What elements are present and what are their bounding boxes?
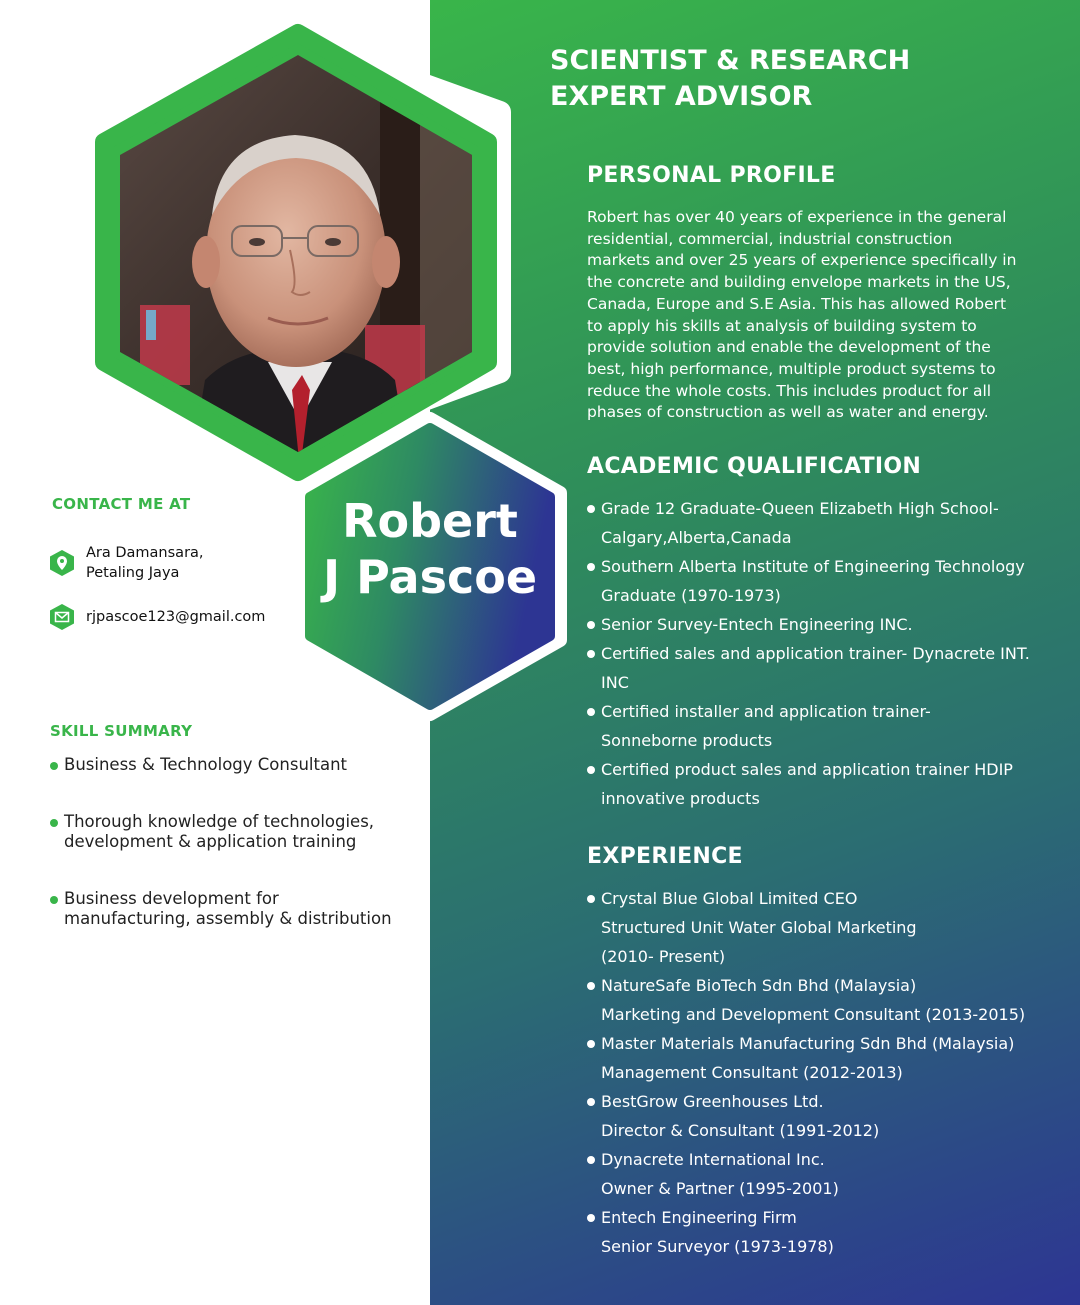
skill-line: manufacturing, assembly & distribution	[64, 909, 392, 928]
profile-line: Canada, Europe and S.E Asia. This has allowed Robert	[587, 294, 1007, 313]
envelope-icon	[49, 603, 75, 631]
skill-item	[49, 755, 419, 775]
bullet-icon	[587, 650, 595, 658]
experience-line: Crystal Blue Global Limited CEO	[601, 889, 858, 908]
experience-heading: EXPERIENCE	[587, 844, 743, 869]
job-headline	[550, 43, 910, 115]
academic-line: Calgary,Alberta,Canada	[601, 528, 792, 547]
profile-line: phases of construction as well as water and energy.	[587, 403, 989, 422]
academic-line: Certified sales and application trainer- Dynacrete INT.	[601, 644, 1030, 663]
contact-address	[49, 543, 204, 583]
academic-line: INC	[601, 673, 629, 692]
experience-item	[587, 1203, 1057, 1261]
profile-line: provide solution and enable the development of the	[587, 338, 991, 357]
headline-line2: EXPERT ADVISOR	[550, 81, 813, 112]
address-line2: Petaling Jaya	[86, 565, 180, 581]
bullet-icon	[587, 1040, 595, 1048]
profile-heading: PERSONAL PROFILE	[587, 163, 836, 188]
skill-line: Business & Technology Consultant	[64, 755, 348, 774]
experience-line: (2010- Present)	[601, 947, 726, 966]
bullet-icon	[587, 766, 595, 774]
experience-line: Director & Consultant (1991-2012)	[601, 1121, 880, 1140]
skill-line: Business development for	[64, 889, 279, 908]
experience-line: Dynacrete International Inc.	[601, 1150, 825, 1169]
profile-text	[587, 207, 1037, 424]
academic-line: innovative products	[601, 789, 760, 808]
profile-line: the concrete and building envelope markets in the US,	[587, 273, 1011, 292]
bullet-icon	[50, 819, 58, 827]
academic-line: Graduate (1970-1973)	[601, 586, 781, 605]
experience-line: Entech Engineering Firm	[601, 1208, 797, 1227]
skill-line: development & application training	[64, 832, 357, 851]
bullet-icon	[587, 1214, 595, 1222]
skill-line: Thorough knowledge of technologies,	[64, 812, 375, 831]
profile-line: best, high performance, multiple product systems to	[587, 359, 996, 378]
email-link[interactable]: rjpascoe123@gmail.com	[86, 609, 266, 625]
name-first: Robert	[342, 494, 518, 548]
academic-list	[587, 494, 1057, 813]
academic-item	[587, 755, 1057, 813]
bullet-icon	[587, 563, 595, 571]
experience-item	[587, 884, 1057, 971]
headline-line1: SCIENTIST & RESEARCH	[550, 45, 911, 76]
skill-item	[49, 812, 419, 852]
academic-line: Certified product sales and application trainer HDIP	[601, 760, 1013, 779]
bullet-icon	[587, 621, 595, 629]
academic-heading: ACADEMIC QUALIFICATION	[587, 454, 922, 479]
academic-item	[587, 610, 1057, 639]
academic-line: Grade 12 Graduate-Queen Elizabeth High School-	[601, 499, 999, 518]
experience-item	[587, 971, 1057, 1029]
experience-line: Management Consultant (2012-2013)	[601, 1063, 903, 1082]
academic-item	[587, 552, 1057, 610]
skill-item	[49, 889, 419, 929]
bullet-icon	[587, 708, 595, 716]
profile-line: to apply his skills at analysis of building system to	[587, 316, 977, 335]
contact-email	[49, 603, 265, 631]
bullet-icon	[50, 896, 58, 904]
experience-line: BestGrow Greenhouses Ltd.	[601, 1092, 824, 1111]
experience-item	[587, 1087, 1057, 1145]
contact-heading: CONTACT ME AT	[52, 495, 191, 513]
experience-line: Structured Unit Water Global Marketing	[601, 918, 917, 937]
address-line1: Ara Damansara,	[86, 545, 204, 561]
profile-line: reduce the whole costs. This includes product for all	[587, 381, 992, 400]
academic-line: Southern Alberta Institute of Engineering Technology	[601, 557, 1025, 576]
location-pin-icon	[49, 549, 75, 577]
experience-line: Master Materials Manufacturing Sdn Bhd (Malaysia)	[601, 1034, 1015, 1053]
skills-list	[49, 755, 419, 966]
bullet-icon	[587, 895, 595, 903]
academic-item	[587, 494, 1057, 552]
person-name	[320, 493, 540, 605]
academic-line: Certified installer and application trainer-	[601, 702, 931, 721]
experience-item	[587, 1029, 1057, 1087]
experience-line: NatureSafe BioTech Sdn Bhd (Malaysia)	[601, 976, 917, 995]
bullet-icon	[587, 1098, 595, 1106]
bullet-icon	[587, 1156, 595, 1164]
academic-item	[587, 639, 1057, 697]
profile-line: Robert has over 40 years of experience in the general	[587, 208, 1007, 226]
profile-line: residential, commercial, industrial construction	[587, 229, 953, 248]
skills-heading: SKILL SUMMARY	[50, 722, 193, 740]
experience-list	[587, 884, 1057, 1261]
name-last: J Pascoe	[322, 550, 538, 604]
bullet-icon	[50, 762, 58, 770]
experience-line: Owner & Partner (1995-2001)	[601, 1179, 839, 1198]
academic-line: Senior Survey-Entech Engineering INC.	[601, 615, 913, 634]
bullet-icon	[587, 982, 595, 990]
experience-line: Senior Surveyor (1973-1978)	[601, 1237, 834, 1256]
bullet-icon	[587, 505, 595, 513]
academic-line: Sonneborne products	[601, 731, 773, 750]
profile-line: markets and over 25 years of experience specifically in	[587, 251, 1017, 270]
experience-item	[587, 1145, 1057, 1203]
academic-item	[587, 697, 1057, 755]
experience-line: Marketing and Development Consultant (2013-2015)	[601, 1005, 1026, 1024]
